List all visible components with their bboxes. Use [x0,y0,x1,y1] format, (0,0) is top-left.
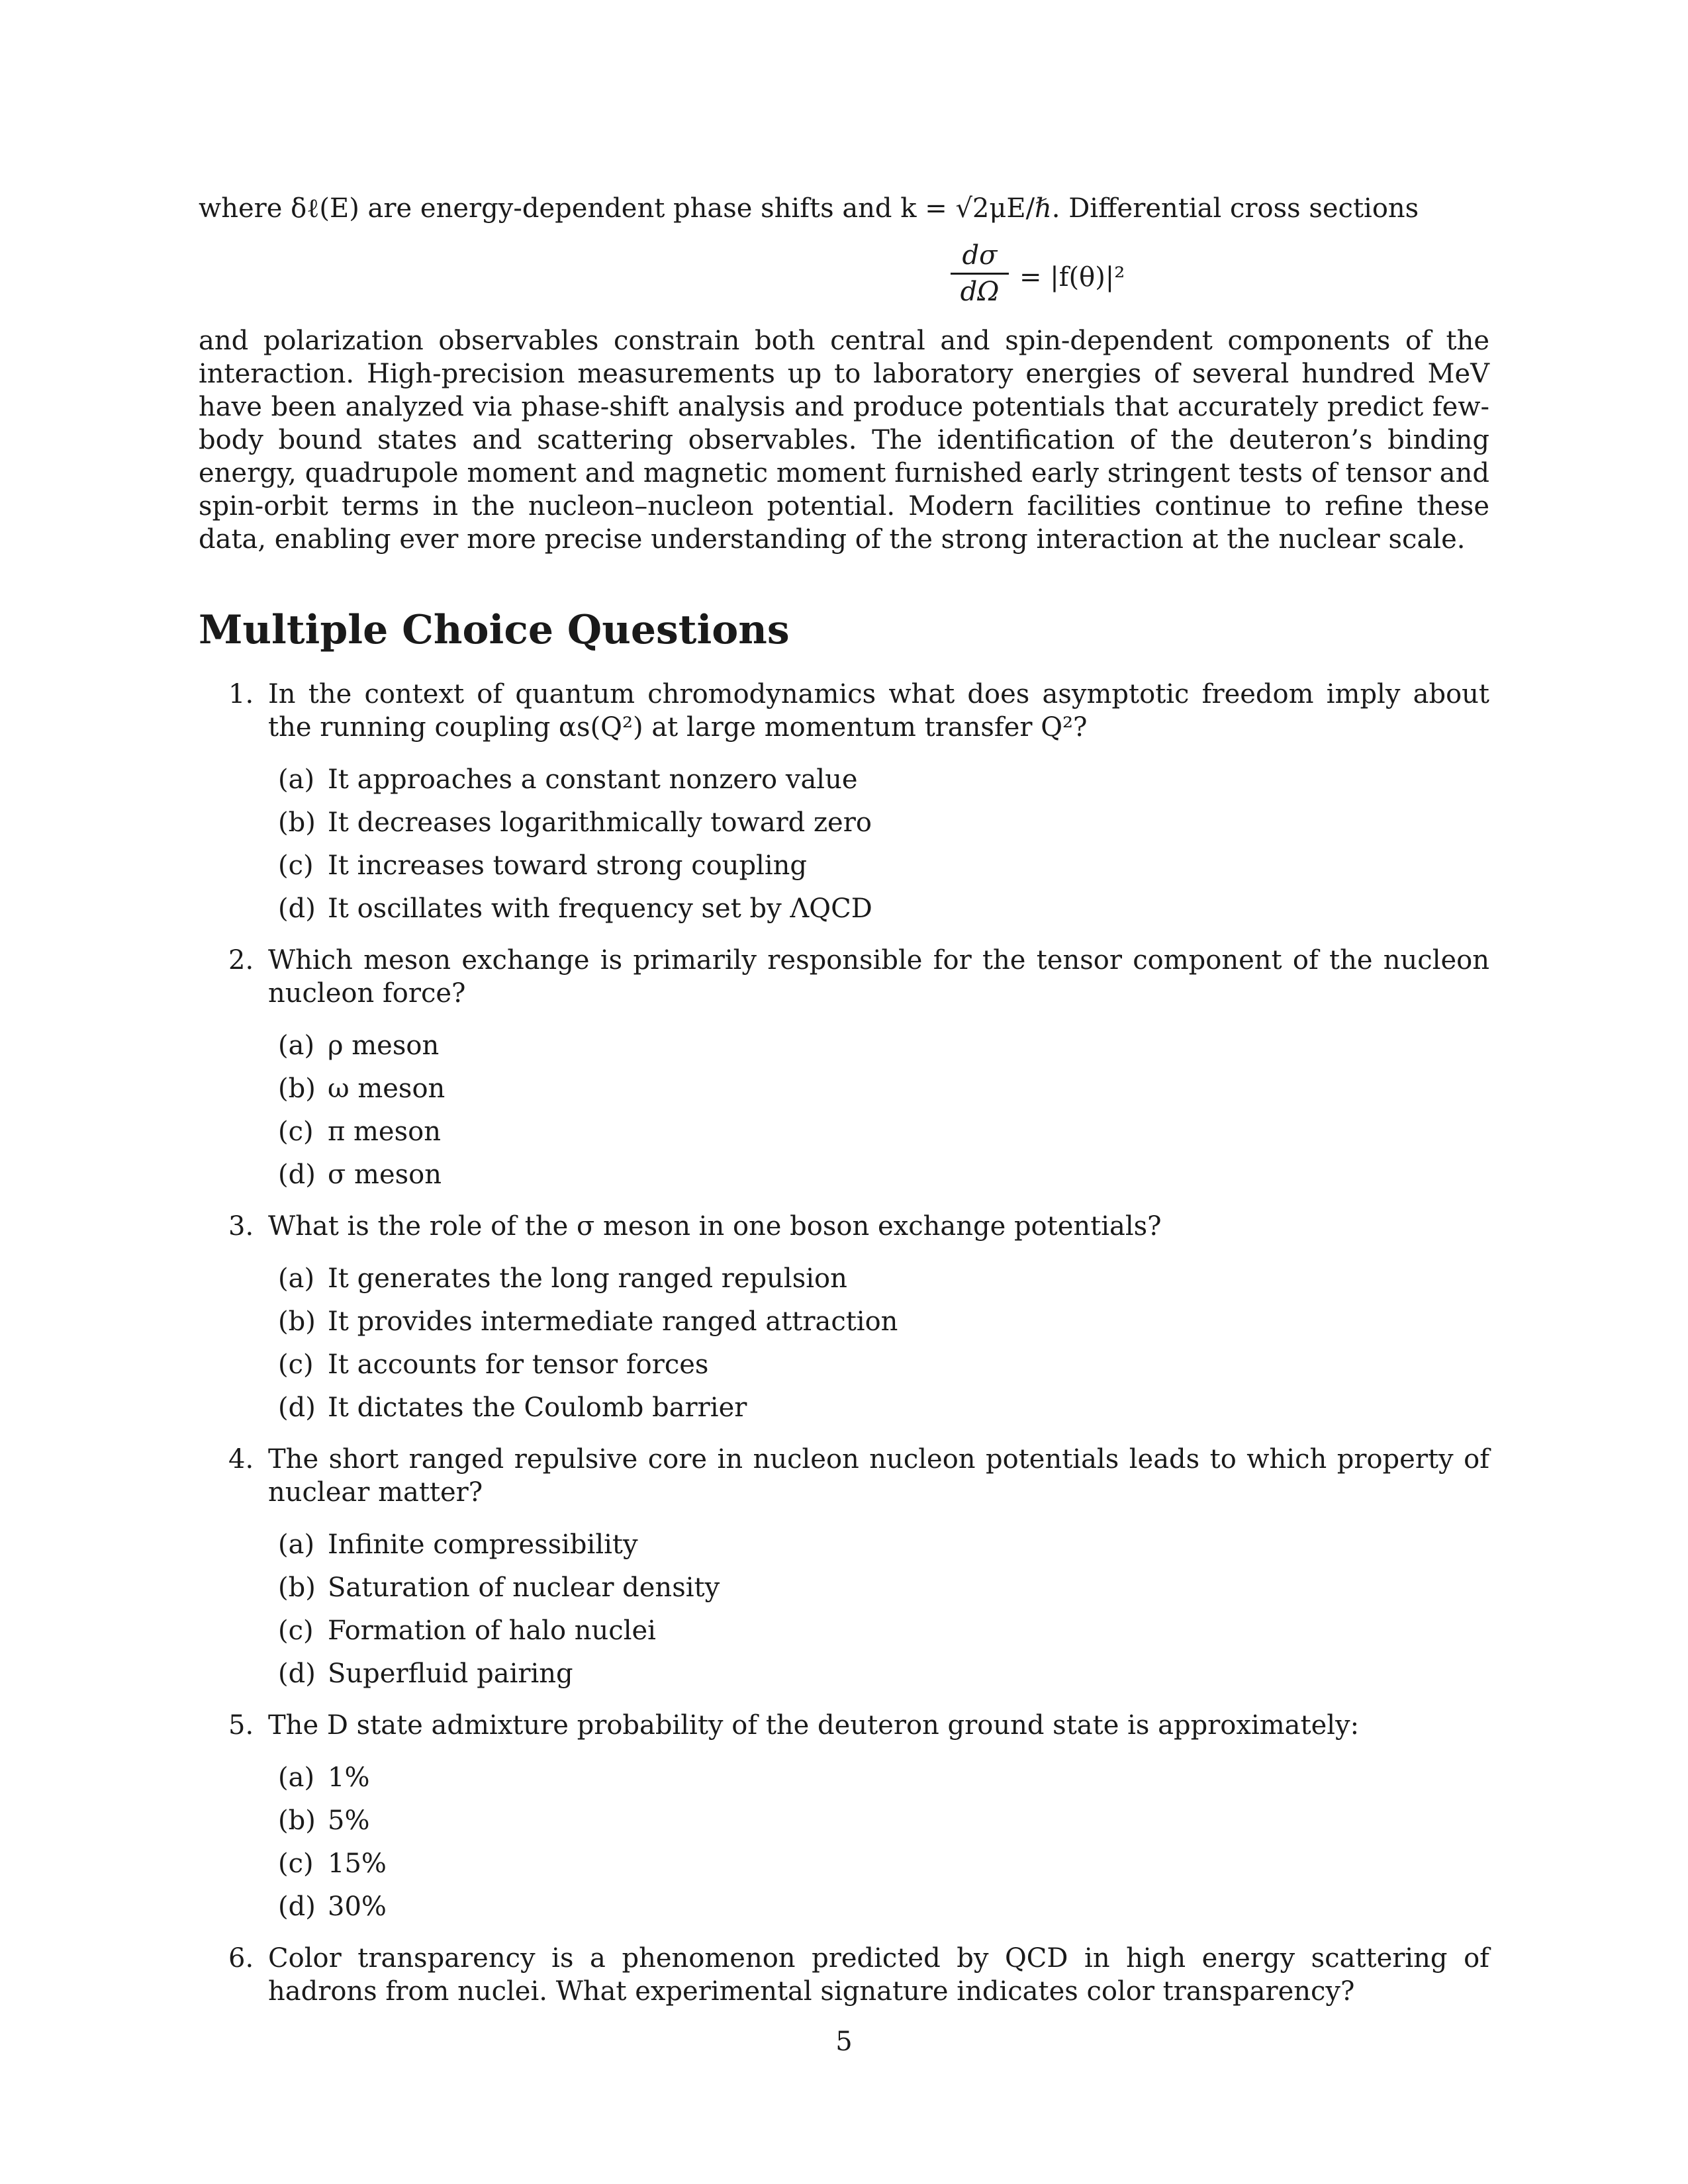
option-5d [268,1886,1489,1929]
option-5c [268,1843,1489,1886]
option-label: (d) [278,893,316,924]
option-label: (d) [278,1392,316,1423]
page-content [199,192,1489,2013]
option-text: σ meson [328,1160,442,1190]
option-list [268,1524,1489,1696]
intro-paragraph: and polarization observables constrain both central and spin-dependent components of the interaction. High-precision measurements up to laboratory energies of several hundred MeV have been analyzed via phase-shift analysis and produce potentials that accurately predict few-body bound states and scattering observables. The identification of the deuteron’s binding energy, quadrupole moment and magnetic moment furnished early stringent tests of tensor and spin-orbit terms in the nucleon–nucleon potential. Modern facilities continue to refine these data, enabling ever more precise understanding of the strong interaction at the nuclear scale. [199,326,1489,555]
option-text: π meson [328,1116,441,1147]
option-2a [268,1024,1489,1068]
option-label: (b) [278,1073,316,1104]
equation-denominator: dΩ [960,277,1000,307]
option-1d [268,887,1489,931]
question-number: 4. [228,1444,254,1475]
equation-rhs: = |f(θ)|² [1019,262,1125,293]
option-text: It oscillates with frequency set by ΛQCD [328,893,872,924]
option-list [268,1257,1489,1430]
option-4a [268,1524,1489,1567]
option-4d [268,1653,1489,1696]
question-6 [199,1942,1489,2008]
option-label: (c) [278,850,314,881]
option-5b [268,1799,1489,1843]
option-label: (c) [278,1615,314,1646]
option-label: (b) [278,1805,316,1836]
option-3c [268,1343,1489,1387]
option-5a [268,1756,1489,1799]
option-3b [268,1300,1489,1343]
question-1 [199,678,1489,931]
question-number: 5. [228,1710,254,1741]
option-text: 5% [328,1805,370,1836]
option-4c [268,1610,1489,1653]
option-label: (a) [278,1263,315,1294]
option-label: (a) [278,1529,315,1560]
option-text: 30% [328,1891,387,1922]
option-text: ω meson [328,1073,445,1104]
question-text: Which meson exchange is primarily responsible for the tensor component of the nucleon nucleon force? [268,945,1489,1009]
option-text: It accounts for tensor forces [328,1349,709,1380]
option-text: It decreases logarithmically toward zero [328,807,872,838]
option-text: Saturation of nuclear density [328,1572,720,1603]
question-text: What is the role of the σ meson in one boson exchange potentials? [268,1211,1162,1242]
cross-section-equation [199,238,1489,324]
option-4b [268,1567,1489,1610]
option-text: Formation of halo nuclei [328,1615,656,1646]
option-text: 15% [328,1848,387,1879]
question-number: 2. [228,945,254,976]
option-list [268,1024,1489,1197]
question-text: Color transparency is a phenomenon predicted by QCD in high energy scattering of hadrons from nuclei. What experimental signature indicates color transparency? [268,1943,1489,2007]
equation-numerator: dσ [962,240,998,271]
option-list [268,1756,1489,1929]
option-1c [268,844,1489,887]
question-number: 3. [228,1211,254,1242]
option-text: It provides intermediate ranged attraction [328,1306,898,1337]
question-list [199,678,1489,2008]
intro-first-line: where δℓ(E) are energy-dependent phase shifts and k = √2μE/ℏ. Differential cross sections [199,193,1419,224]
option-text: Infinite compressibility [328,1529,638,1560]
option-text: It increases toward strong coupling [328,850,808,881]
option-text: It dictates the Coulomb barrier [328,1392,747,1423]
option-text: 1% [328,1762,370,1793]
option-3a [268,1257,1489,1300]
option-label: (b) [278,807,316,838]
page-number: 5 [835,2026,853,2057]
option-text: ρ meson [328,1030,440,1061]
section-title: Multiple Choice Questions [199,607,790,653]
option-2c [268,1111,1489,1154]
option-label: (d) [278,1891,316,1922]
option-label: (a) [278,1030,315,1061]
option-1b [268,801,1489,844]
question-2 [199,944,1489,1197]
question-text: The short ranged repulsive core in nucleon nucleon potentials leads to which property of nuclear matter? [268,1444,1489,1508]
option-label: (b) [278,1572,316,1603]
option-text: It generates the long ranged repulsion [328,1263,847,1294]
question-text: In the context of quantum chromodynamics what does asymptotic freedom imply about the running coupling αs(Q²) at large momentum transfer Q²? [268,679,1489,743]
option-label: (c) [278,1349,314,1380]
question-number: 1. [228,679,254,709]
option-1a [268,758,1489,801]
option-text: Superfluid pairing [328,1659,573,1689]
option-3d [268,1387,1489,1430]
question-3 [199,1210,1489,1430]
option-label: (c) [278,1116,314,1147]
option-label: (d) [278,1160,316,1190]
option-label: (a) [278,764,315,795]
option-text: It approaches a constant nonzero value [328,764,858,795]
question-text: The D state admixture probability of the deuteron ground state is approximately: [268,1710,1360,1741]
option-label: (a) [278,1762,315,1793]
equation-fraction [947,238,1013,309]
option-list [268,758,1489,931]
option-label: (b) [278,1306,316,1337]
question-5 [199,1709,1489,1929]
question-number: 6. [228,1943,254,1974]
option-2b [268,1068,1489,1111]
question-4 [199,1443,1489,1696]
option-label: (d) [278,1659,316,1689]
option-label: (c) [278,1848,314,1879]
option-2d [268,1154,1489,1197]
